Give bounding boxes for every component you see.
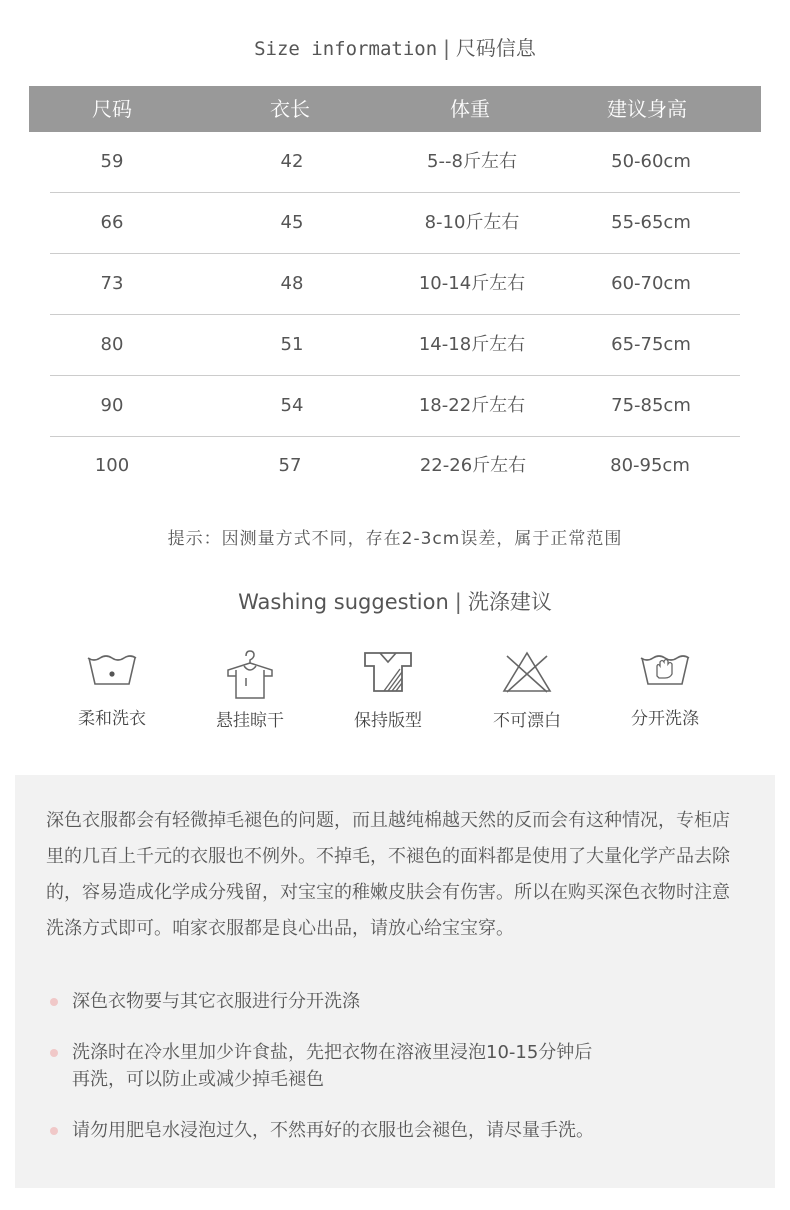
wash-separately-icon xyxy=(639,650,691,690)
cell-length: 57 xyxy=(278,455,302,476)
wash-item-separate xyxy=(600,650,730,729)
wash-label: 悬挂晾干 xyxy=(216,711,284,731)
cell-weight: 22-26斤左右 xyxy=(419,455,527,476)
wash-item-no-bleach xyxy=(462,650,592,731)
wash-label: 分开洗涤 xyxy=(631,709,699,729)
cell-weight: 5--8斤左右 xyxy=(427,151,517,172)
no-bleach-icon xyxy=(501,650,553,694)
washing-title-cn: 洗涤建议 xyxy=(467,590,552,614)
header-weight: 体重 xyxy=(450,97,490,121)
header-size: 尺码 xyxy=(92,97,132,121)
wash-label: 柔和洗衣 xyxy=(78,709,146,729)
cell-size: 73 xyxy=(100,273,124,294)
gentle-wash-icon xyxy=(86,650,138,690)
table-row xyxy=(50,376,740,437)
cell-size: 90 xyxy=(100,395,124,416)
table-row xyxy=(50,254,740,315)
washing-title-en: Washing suggestion xyxy=(238,590,449,614)
wash-item-gentle xyxy=(47,650,177,729)
cell-height: 50-60cm xyxy=(611,151,691,172)
cell-size: 100 xyxy=(94,455,130,476)
size-info-title-cn: 尺码信息 xyxy=(455,36,536,60)
tip-text: 请勿用肥皂水浸泡过久，不然再好的衣服也会褪色，请尽量手洗。 xyxy=(72,1120,594,1141)
cell-height: 75-85cm xyxy=(611,395,691,416)
measurement-note: 提示：因测量方式不同，存在2-3cm误差，属于正常范围 xyxy=(167,529,623,549)
cell-length: 54 xyxy=(280,395,304,416)
header-length: 衣长 xyxy=(270,97,310,121)
cell-weight: 14-18斤左右 xyxy=(418,334,526,355)
size-info-title-en: Size information xyxy=(254,38,438,60)
cell-weight: 18-22斤左右 xyxy=(418,395,526,416)
cell-size: 80 xyxy=(100,334,124,355)
keep-shape-icon xyxy=(362,650,414,694)
cell-length: 42 xyxy=(280,151,304,172)
wash-item-hang-dry xyxy=(185,650,315,731)
size-info-title xyxy=(0,32,790,61)
cell-size: 59 xyxy=(100,151,124,172)
list-item xyxy=(46,1117,746,1144)
bullet-dot-icon xyxy=(50,1127,58,1135)
cell-height: 65-75cm xyxy=(611,334,691,355)
size-table-header xyxy=(29,86,761,132)
cell-height: 55-65cm xyxy=(611,212,691,233)
header-height: 建议身高 xyxy=(607,97,687,121)
cell-length: 51 xyxy=(280,334,304,355)
cell-length: 45 xyxy=(280,212,304,233)
wash-label: 不可漂白 xyxy=(493,711,561,731)
list-item xyxy=(46,988,746,1015)
care-paragraph: 深色衣服都会有轻微掉毛褪色的问题，而且越纯棉越天然的反而会有这种情况，专柜店里的几百上千元的衣服也不例外。不掉毛，不褪色的面料都是使用了大量化学产品去除的，容易造成化学成分残留，对宝宝的稚嫩皮肤会有伤害。所以在购买深色衣物时注意洗涤方式即可。咱家衣服都是良心出品，请放心给宝宝穿。 xyxy=(46,810,730,939)
table-row xyxy=(50,315,740,376)
cell-weight: 10-14斤左右 xyxy=(418,273,526,294)
cell-size: 66 xyxy=(100,212,124,233)
cell-length: 48 xyxy=(280,273,304,294)
cell-weight: 8-10斤左右 xyxy=(424,212,520,233)
wash-item-keep-shape xyxy=(323,650,453,731)
bullet-dot-icon xyxy=(50,1049,58,1057)
table-row xyxy=(50,436,740,496)
tip-text: 洗涤时在冷水里加少许食盐，先把衣物在溶液里浸泡10-15分钟后 再洗，可以防止或减少掉毛褪色 xyxy=(72,1042,593,1090)
hang-dry-icon xyxy=(224,650,276,702)
title-divider: | xyxy=(443,36,450,60)
cell-height: 80-95cm xyxy=(610,455,690,476)
tip-text: 深色衣物要与其它衣服进行分开洗涤 xyxy=(72,991,360,1012)
bullet-dot-icon xyxy=(50,998,58,1006)
washing-title xyxy=(0,586,790,616)
table-row xyxy=(50,132,740,193)
list-item xyxy=(46,1039,746,1093)
table-row xyxy=(50,193,740,254)
cell-height: 60-70cm xyxy=(611,273,691,294)
title-divider: | xyxy=(454,590,462,614)
care-panel xyxy=(15,775,775,1188)
wash-label: 保持版型 xyxy=(354,711,422,731)
